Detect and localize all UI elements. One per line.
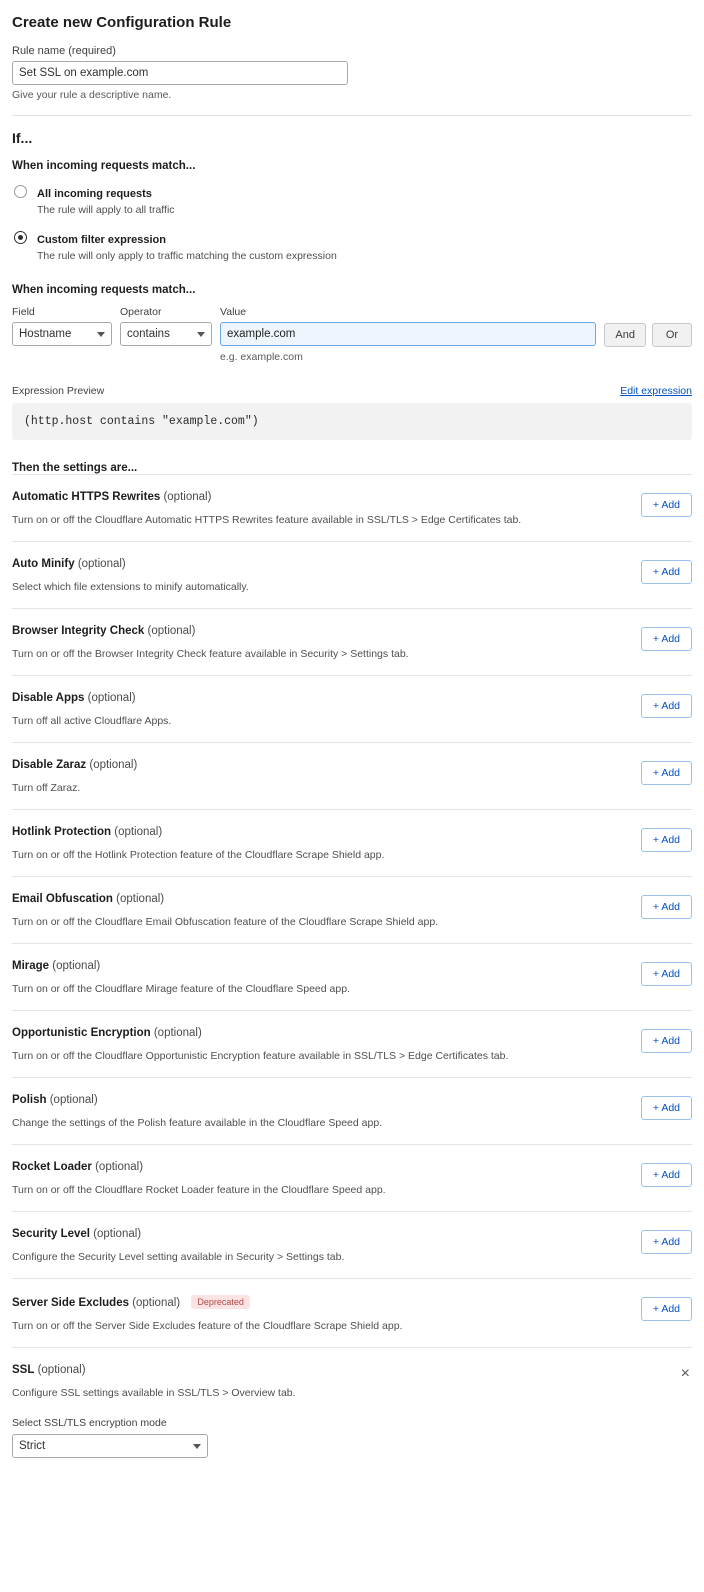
filter-value-col [220, 306, 596, 363]
rule-name-label: Rule name (required) [12, 45, 116, 57]
setting-optional: (optional) [163, 491, 212, 503]
radio-desc-custom-filter: The rule will only apply to traffic matching the custom expression [37, 250, 337, 262]
setting-optional: (optional) [37, 1364, 86, 1376]
expression-preview-header [12, 385, 692, 397]
add-setting-button[interactable]: + Add [641, 761, 692, 785]
add-setting-button[interactable]: + Add [641, 1029, 692, 1053]
setting-optional: (optional) [95, 1161, 144, 1173]
setting-row [12, 541, 692, 608]
setting-description: Turn on or off the Server Side Excludes feature of the Cloudflare Scrape Shield app. [12, 1320, 403, 1332]
ssl-mode-label: Select SSL/TLS encryption mode [12, 1417, 167, 1429]
setting-description: Turn on or off the Hotlink Protection feature of the Cloudflare Scrape Shield app. [12, 849, 385, 861]
setting-name: Security Level [12, 1228, 90, 1240]
setting-optional: (optional) [52, 960, 101, 972]
setting-row [12, 1010, 692, 1077]
add-setting-button[interactable]: + Add [641, 1096, 692, 1120]
setting-optional: (optional) [116, 893, 165, 905]
setting-row [12, 876, 692, 943]
divider [12, 115, 692, 116]
radio-custom-filter-expression[interactable] [12, 230, 692, 262]
filter-field-select[interactable] [12, 322, 112, 346]
setting-description: Turn on or off the Browser Integrity Check feature available in Security > Settings tab. [12, 648, 409, 660]
setting-optional: (optional) [87, 692, 136, 704]
setting-name: Email Obfuscation [12, 893, 113, 905]
match-heading: When incoming requests match... [12, 160, 196, 172]
rule-name-input[interactable] [12, 61, 348, 85]
setting-description: Turn off Zaraz. [12, 782, 81, 794]
setting-row [12, 742, 692, 809]
setting-row [12, 1278, 692, 1347]
add-setting-button[interactable]: + Add [641, 1297, 692, 1321]
setting-optional: (optional) [77, 558, 126, 570]
and-button[interactable]: And [604, 323, 646, 347]
setting-name: Hotlink Protection [12, 826, 112, 838]
filter-value-label: Value [220, 306, 247, 318]
status-badge: Deprecated [191, 1295, 250, 1309]
setting-row [12, 608, 692, 675]
or-button[interactable]: Or [652, 323, 692, 347]
setting-name: Mirage [12, 960, 50, 972]
setting-optional: (optional) [114, 826, 163, 838]
filter-operator-label: Operator [120, 306, 162, 318]
setting-description: Turn on or off the Cloudflare Mirage feature of the Cloudflare Speed app. [12, 983, 350, 995]
setting-description: Configure the Security Level setting available in Security > Settings tab. [12, 1251, 345, 1263]
setting-name: Browser Integrity Check [12, 625, 145, 637]
filter-field-col [12, 306, 112, 346]
then-settings-heading: Then the settings are... [12, 462, 138, 474]
setting-row [12, 943, 692, 1010]
filter-logic-buttons [604, 306, 692, 347]
close-icon[interactable]: × [680, 1365, 690, 1382]
add-setting-button[interactable]: + Add [641, 1163, 692, 1187]
setting-row-ssl [12, 1347, 692, 1482]
setting-description: Turn on or off the Cloudflare Automatic HTTPS Rewrites feature available in SSL/TLS > Edge Certificates tab. [12, 514, 522, 526]
ssl-mode-select[interactable] [12, 1434, 208, 1458]
setting-name: Disable Apps [12, 692, 85, 704]
add-setting-button[interactable]: + Add [641, 828, 692, 852]
page-title: Create new Configuration Rule [12, 14, 232, 31]
radio-icon-custom-filter[interactable] [14, 231, 27, 244]
add-setting-button[interactable]: + Add [641, 895, 692, 919]
add-setting-button[interactable]: + Add [641, 962, 692, 986]
setting-description: Turn off all active Cloudflare Apps. [12, 715, 172, 727]
setting-row [12, 675, 692, 742]
add-setting-button[interactable]: + Add [641, 493, 692, 517]
setting-name: Server Side Excludes [12, 1297, 129, 1309]
add-setting-button[interactable]: + Add [641, 627, 692, 651]
radio-icon-all-requests[interactable] [14, 185, 27, 198]
if-heading: If... [12, 130, 33, 146]
radio-all-incoming-requests[interactable] [12, 184, 692, 216]
add-setting-button[interactable]: + Add [641, 560, 692, 584]
setting-name: Opportunistic Encryption [12, 1027, 151, 1039]
setting-optional: (optional) [147, 625, 196, 637]
setting-description: Turn on or off the Cloudflare Opportunistic Encryption feature available in SSL/TLS > Edge Certificates tab. [12, 1050, 509, 1062]
add-setting-button[interactable]: + Add [641, 694, 692, 718]
rule-name-group [12, 45, 692, 101]
setting-description: Change the settings of the Polish feature available in the Cloudflare Speed app. [12, 1117, 383, 1129]
setting-optional: (optional) [132, 1297, 181, 1309]
setting-description: Configure SSL settings available in SSL/TLS > Overview tab. [12, 1387, 296, 1399]
setting-name: Rocket Loader [12, 1161, 92, 1173]
setting-optional: (optional) [93, 1228, 142, 1240]
filter-value-input[interactable] [220, 322, 596, 346]
setting-optional: (optional) [49, 1094, 98, 1106]
filter-value-helper: e.g. example.com [220, 351, 303, 363]
edit-expression-link[interactable]: Edit expression [620, 385, 692, 397]
setting-name: SSL [12, 1364, 35, 1376]
setting-description: Turn on or off the Cloudflare Rocket Loader feature in the Cloudflare Speed app. [12, 1184, 386, 1196]
filter-builder-row [12, 306, 692, 363]
radio-label-all-requests: All incoming requests [37, 188, 152, 200]
setting-row [12, 1144, 692, 1211]
add-setting-button[interactable]: + Add [641, 1230, 692, 1254]
setting-row [12, 1077, 692, 1144]
setting-row [12, 474, 692, 541]
setting-name: Polish [12, 1094, 47, 1106]
filter-builder-heading: When incoming requests match... [12, 284, 196, 296]
setting-description: Select which file extensions to minify automatically. [12, 581, 249, 593]
radio-desc-all-requests: The rule will apply to all traffic [37, 204, 175, 216]
setting-row [12, 1211, 692, 1278]
setting-optional: (optional) [153, 1027, 202, 1039]
setting-description: Turn on or off the Cloudflare Email Obfuscation feature of the Cloudflare Scrape Shield app. [12, 916, 439, 928]
expression-preview-label: Expression Preview [12, 385, 105, 397]
setting-row [12, 809, 692, 876]
expression-preview-box: (http.host contains "example.com") [12, 403, 692, 440]
setting-name: Auto Minify [12, 558, 75, 570]
filter-operator-col [120, 306, 212, 346]
rule-name-helper: Give your rule a descriptive name. [12, 89, 172, 101]
radio-label-custom-filter: Custom filter expression [37, 234, 166, 246]
setting-optional: (optional) [89, 759, 138, 771]
setting-name: Disable Zaraz [12, 759, 87, 771]
filter-field-label: Field [12, 306, 35, 318]
filter-operator-select[interactable] [120, 322, 212, 346]
setting-name: Automatic HTTPS Rewrites [12, 491, 161, 503]
